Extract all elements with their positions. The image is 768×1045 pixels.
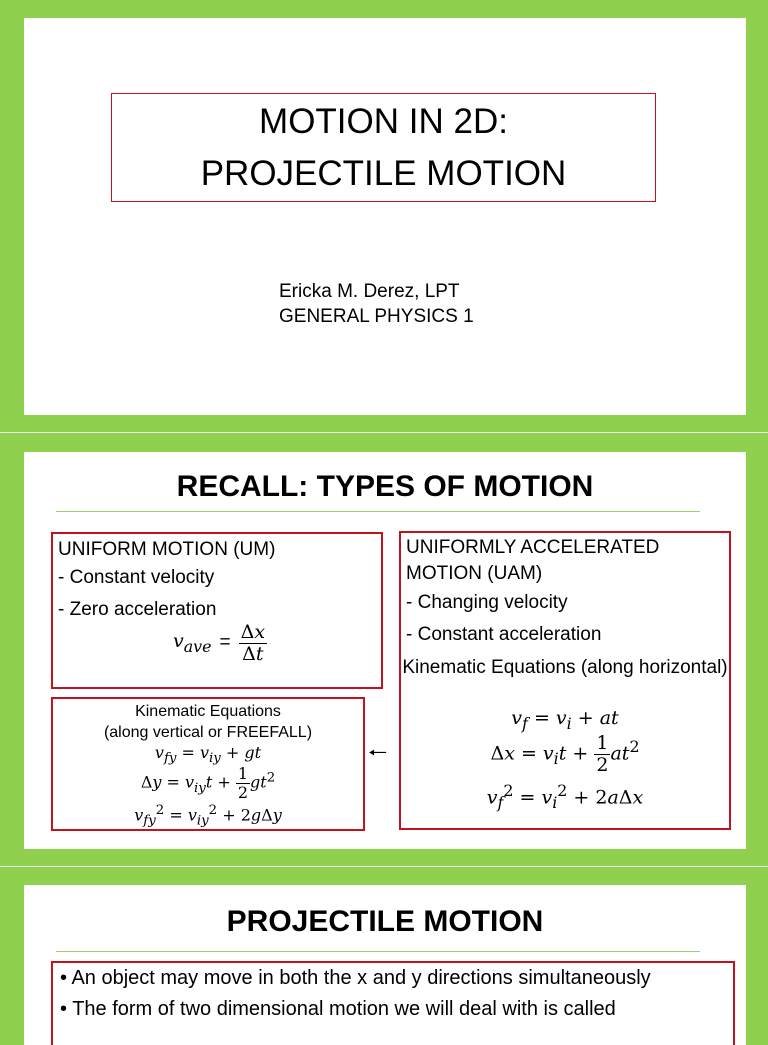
slide-separator bbox=[0, 432, 768, 433]
freefall-equation-1: $v_{fy} = v_{iy}$ + gt bbox=[154, 743, 262, 767]
um-item: - Zero acceleration bbox=[58, 599, 217, 620]
title-box bbox=[111, 93, 656, 202]
projectile-title: PROJECTILE MOTION bbox=[226, 905, 544, 938]
course-name: GENERAL PHYSICS 1 bbox=[279, 306, 474, 327]
recall-title: RECALL: TYPES OF MOTION bbox=[176, 470, 594, 503]
author-name: Ericka M. Derez, LPT bbox=[279, 281, 460, 302]
freefall-heading-line-2: (along vertical or FREEFALL) bbox=[103, 724, 313, 741]
freefall-heading-line-1: Kinematic Equations bbox=[135, 703, 281, 720]
um-heading: UNIFORM MOTION (UM) bbox=[58, 539, 276, 560]
uam-item: - Constant acceleration bbox=[406, 624, 602, 645]
average-velocity-formula: $v_{ave}$ = $\frac{\Delta x}{\Delta t}$ bbox=[173, 621, 266, 665]
freefall-equation-2: $\Delta y = v_{iy}t$ + $\frac{1}{2}$ $gt^2$ bbox=[140, 764, 276, 802]
title-rule bbox=[56, 951, 700, 952]
slide-recall bbox=[24, 452, 746, 849]
uam-equation-3: $v_f^2 = v_i^2 + 2a\Delta x$ bbox=[486, 781, 644, 813]
freefall-box bbox=[51, 697, 365, 831]
slide-projectile bbox=[24, 885, 746, 1045]
uam-equation-1: $v_f = v_i$ + at bbox=[511, 707, 619, 733]
um-item: - Constant velocity bbox=[58, 567, 215, 588]
title-line-2: PROJECTILE MOTION bbox=[200, 153, 567, 193]
uam-kinematic-label: Kinematic Equations (along horizontal) bbox=[402, 657, 728, 678]
slide-title bbox=[24, 18, 746, 415]
freefall-heading bbox=[53, 701, 363, 743]
bullet-item: • The form of two dimensional motion we will deal with is called bbox=[60, 998, 616, 1020]
slide-separator bbox=[0, 866, 768, 867]
uam-heading: UNIFORMLY ACCELERATED MOTION (UAM) bbox=[406, 537, 660, 584]
uniformly-accelerated-motion-box bbox=[399, 531, 731, 830]
author-block bbox=[279, 279, 474, 329]
uam-equation-2: $\Delta x = v_it$ + $\frac{1}{2}$ $at^2$ bbox=[490, 732, 640, 776]
uam-item: - Changing velocity bbox=[406, 592, 568, 613]
title-rule bbox=[56, 511, 700, 512]
projectile-bullet-box bbox=[51, 961, 735, 1045]
freefall-equation-3: $v_{fy}^2 = v_{iy}^2 + 2g\Delta y$ bbox=[134, 803, 282, 829]
bullet-item: • An object may move in both the x and y directions simultaneously bbox=[60, 967, 651, 989]
title-line-1: MOTION IN 2D: bbox=[259, 101, 508, 141]
uniform-motion-box bbox=[51, 532, 383, 689]
left-arrow-icon: 🠐 bbox=[368, 740, 388, 765]
